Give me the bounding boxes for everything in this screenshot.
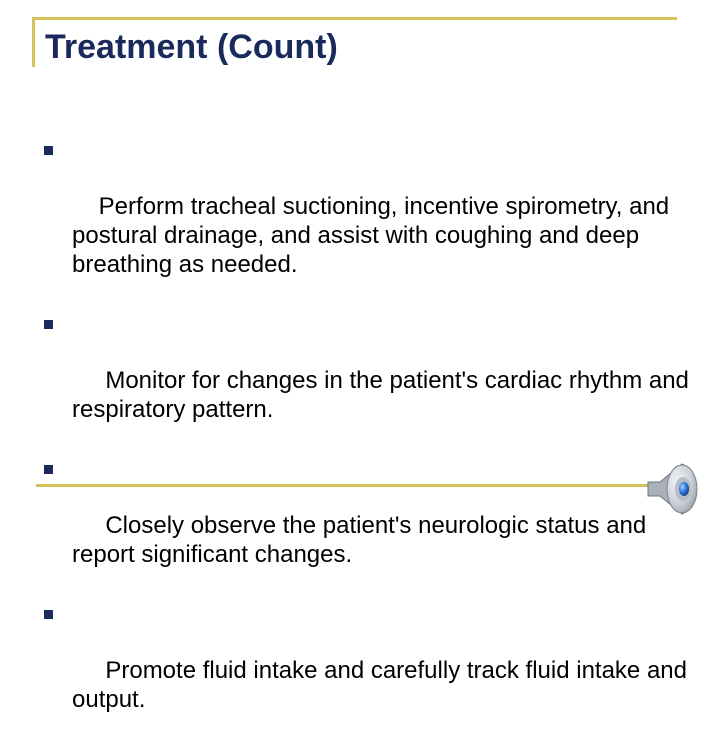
bullet-item [44,453,694,598]
square-bullet-icon [44,146,53,155]
bullet-text: Closely observe the patient's neurologic status and report significant changes. [72,512,653,568]
square-bullet-icon [44,610,53,619]
bullet-text: Monitor for changes in the patient's cardiac rhythm and respiratory pattern. [72,367,696,423]
bullet-text: Promote fluid intake and carefully track fluid intake and output. [72,657,694,713]
bullet-item [44,308,694,453]
square-bullet-icon [44,465,53,474]
slide-title: Treatment (Count) [45,28,338,66]
title-frame-top-line [32,17,677,20]
speaker-icon[interactable] [642,458,704,520]
bullet-item [44,598,694,743]
bottom-rule [36,484,668,487]
square-bullet-icon [44,320,53,329]
title-frame-left-line [32,17,35,67]
bullet-item [44,134,694,308]
bullet-list [44,134,694,743]
bullet-text: Perform tracheal suctioning, incentive spirometry, and postural drainage, and assist with coughing and deep breathing as needed. [72,193,676,278]
